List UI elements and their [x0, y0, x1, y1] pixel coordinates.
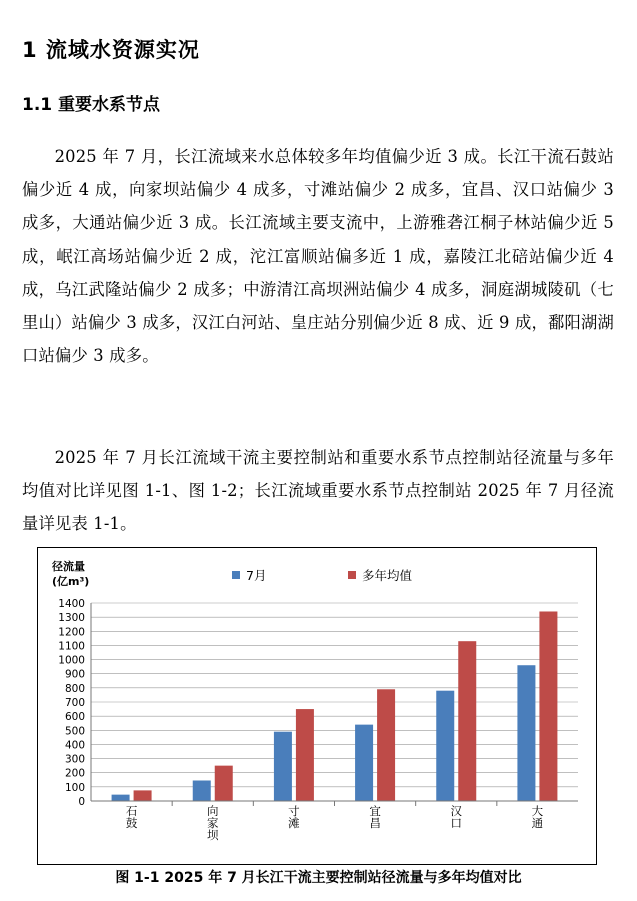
bar-average-0: [134, 790, 152, 801]
y-tick-label: 1000: [58, 654, 85, 667]
legend-label-0: 7月: [246, 568, 267, 583]
y-axis-label: 径流量: [52, 560, 85, 573]
legend-swatch-1: [348, 571, 356, 579]
y-tick-label: 500: [64, 725, 85, 738]
y-tick-label: 700: [64, 697, 85, 709]
y-tick-label: 800: [64, 682, 85, 695]
bar-average-1: [215, 766, 233, 801]
y-tick-label: 400: [64, 739, 85, 752]
section-heading: 1 流域水资源实况: [22, 38, 200, 62]
paragraph-reference: 2025 年 7 月长江流域干流主要控制站和重要水系节点控制站径流量与多年均值对比详见图 1-1、图 1-2；长江流域重要水系节点控制站 2025 年 7 月径流量详见表 1-1。: [22, 448, 614, 534]
bar-july-3: [355, 725, 373, 801]
x-tick-label: 寸滩: [288, 804, 300, 830]
y-tick-label: 300: [64, 753, 85, 766]
x-tick-label: 向家坝: [207, 804, 219, 842]
y-tick-label: 900: [64, 668, 85, 681]
bar-average-3: [377, 689, 395, 801]
chart-legend: [232, 568, 413, 583]
y-axis-unit: (亿m³): [52, 575, 90, 588]
x-tick-label: 大通: [531, 804, 544, 830]
subsection-heading: 1.1 重要水系节点: [22, 95, 161, 115]
chart-canvas: [38, 548, 596, 864]
x-tick-label: 石鼓: [125, 804, 138, 830]
y-tick-label: 1200: [58, 626, 85, 639]
figure-caption: 图 1-1 2025 年 7 月长江干流主要控制站径流量与多年均值对比: [115, 870, 522, 886]
bar-july-1: [193, 780, 211, 801]
y-tick-label: 1100: [58, 640, 85, 653]
bar-july-4: [436, 691, 454, 801]
bar-average-4: [458, 641, 476, 801]
x-tick-label: 宜昌: [369, 804, 381, 830]
legend-swatch-0: [232, 571, 240, 579]
paragraph-summary: 2025 年 7 月，长江流域来水总体较多年均值偏少近 3 成。长江干流石鼓站偏少近 4 成，向家坝站偏少 4 成多，寸滩站偏少 2 成多，宜昌、汉口站偏少 3 成多，大通站偏少近 3 成。长江流域主要支流中，上游雅砻江桐子林站偏少近 5 成，岷江高场站偏少近 2 成，沱江富顺站偏多近 1 成，嘉陵江北碚站偏少近 4 成，乌江武隆站偏少 2 成多；中游清江高坝洲站偏少 4 成多，洞庭湖城陵矶（七里山）站偏少 3 成多，汉江白河站、皇庄站分别偏少近 8 成、近 9 成，鄱阳湖湖口站偏少 3 成多。: [22, 147, 614, 366]
bar-july-2: [274, 732, 292, 801]
runoff-chart: [37, 547, 597, 865]
legend-label-1: 多年均值: [362, 568, 413, 583]
bar-average-2: [296, 709, 314, 801]
y-tick-label: 0: [78, 796, 85, 808]
x-tick-label: 汉口: [450, 804, 462, 830]
y-tick-label: 100: [64, 781, 85, 794]
bar-july-0: [112, 795, 130, 801]
y-tick-label: 1300: [58, 612, 85, 625]
y-tick-label: 200: [64, 767, 85, 780]
y-tick-label: 600: [64, 711, 85, 724]
bar-average-5: [539, 611, 557, 801]
y-tick-label: 1400: [58, 598, 85, 610]
bar-july-5: [517, 665, 535, 801]
